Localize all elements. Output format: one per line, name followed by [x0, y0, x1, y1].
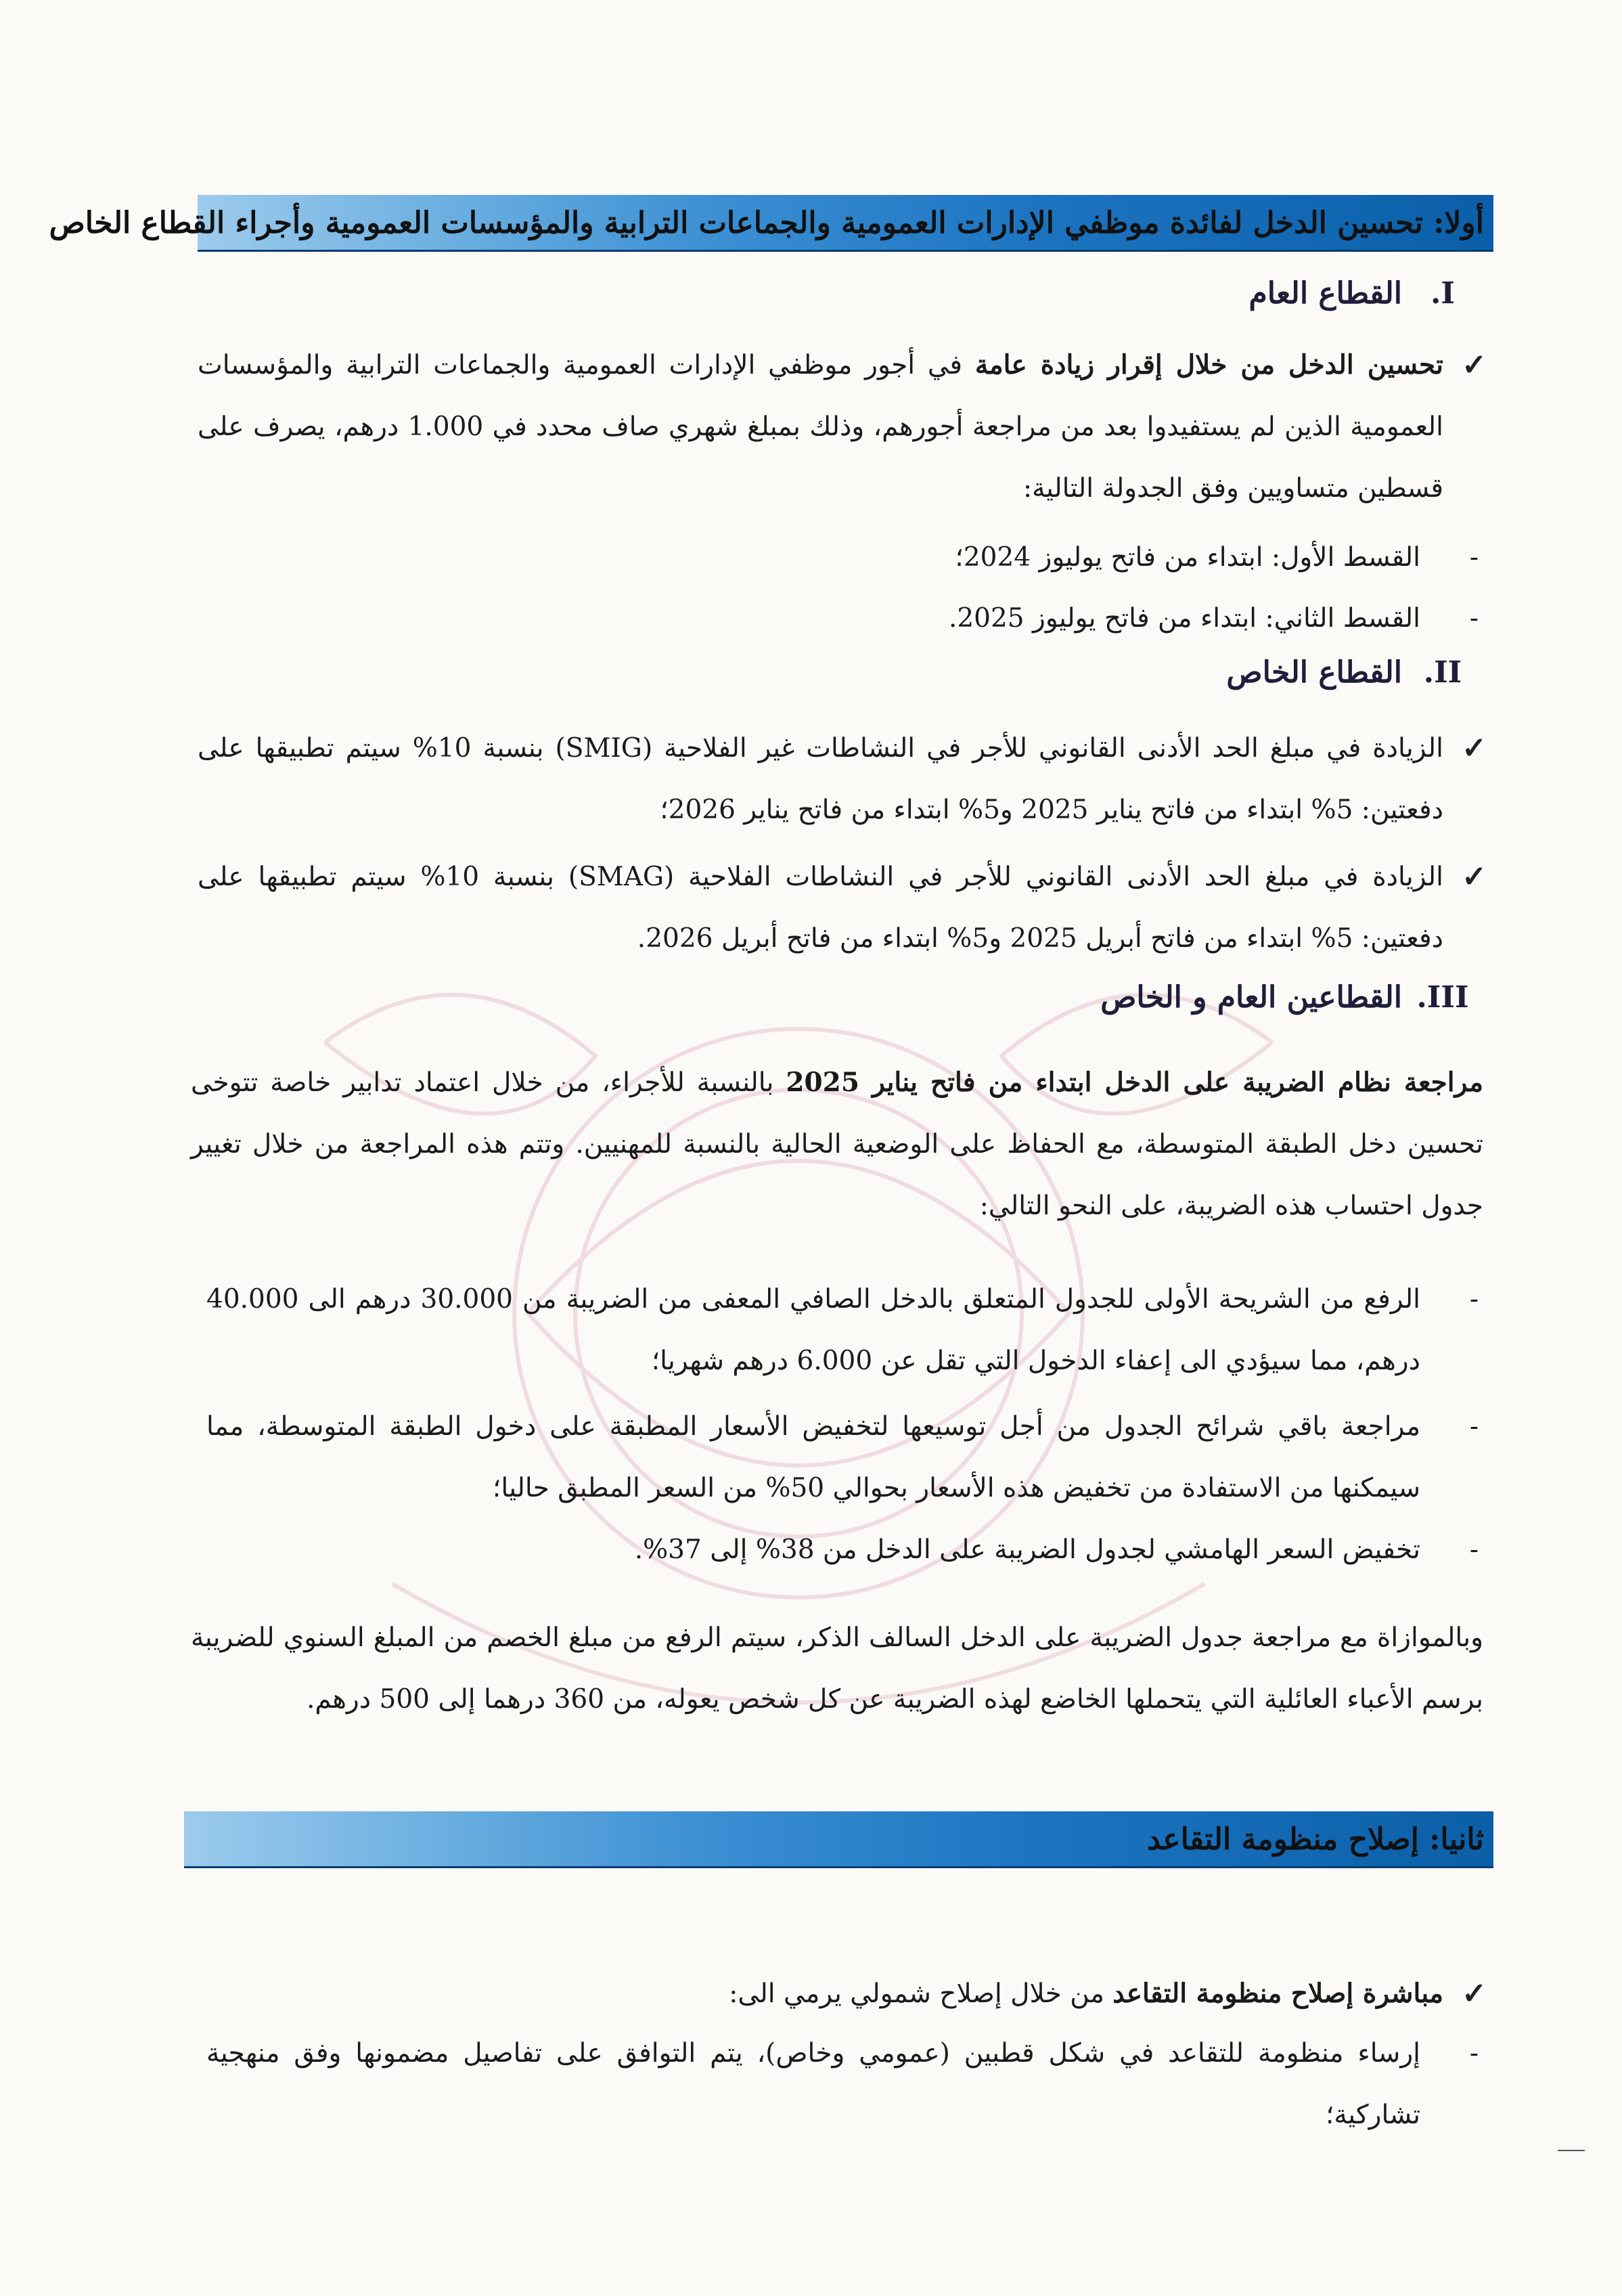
section-title: ثانيا: إصلاح منظومة التقاعد: [1147, 1822, 1484, 1857]
subsection-title: القطاع الخاص: [1226, 655, 1402, 690]
item-text: في أجور موظفي الإدارات العمومية والجماعات الترابية والمؤسسات العمومية الذين لم يستفيدوا بعد من مراجعة أجورهم، وذلك بمبلغ شهري صاف محدد في 1.000 درهم، يصرف على قسطين متساويين وفق الجدولة التالية:: [198, 350, 1443, 504]
item-text: الزيادة في مبلغ الحد الأدنى القانوني للأجر في النشاطات الفلاحية (SMAG) بنسبة 10% سيتم تطبيقها على دفعتين: 5% ابتداء من فاتح أبريل 2025 و5% ابتداء من فاتح أبريل 2026.: [198, 862, 1444, 954]
subsection-heading-public: [1249, 276, 1483, 311]
measure-text: مراجعة باقي شرائح الجدول من أجل توسيعها لتخفيض الأسعار المطبقة على دخول الطبقة المتوسطة، مما سيمكنها من الاستفادة من تخفيض هذه الأسعار بحوالي 50% من السعر المطبق حاليا؛: [206, 1411, 1420, 1503]
dash-marker: -: [1469, 2038, 1479, 2069]
margin-mark: [1558, 2150, 1585, 2151]
check-icon: ✓: [1462, 860, 1487, 894]
tax-measure-item: [206, 1396, 1479, 1519]
subsection-title: القطاعين العام و الخاص: [1100, 980, 1402, 1015]
installment-item: [206, 527, 1479, 588]
subsection-number: I.: [1430, 276, 1455, 311]
detail-text: إرساء منظومة للتقاعد في شكل قطبين (عمومي وخاص)، يتم التوافق على تفاصيل مضمونها وفق منهجية تشاركية؛: [206, 2038, 1420, 2130]
pension-reform-detail: [206, 2023, 1479, 2146]
measure-text: تخفيض السعر الهامشي لجدول الضريبة على الدخل من 38% إلى 37%.: [634, 1535, 1420, 1565]
tax-measure-item: [206, 1268, 1479, 1392]
installment-text: القسط الثاني: ابتداء من فاتح يوليوز 2025.: [948, 603, 1420, 634]
family-deduction-paragraph: وبالموازاة مع مراجعة جدول الضريبة على الدخل السالف الذكر، سيتم الرفع من مبلغ الخصم من المبلغ السنوي للضريبة برسم الأعباء العائلية التي يتحملها الخاضع لهذه الضريبة عن كل شخص يعوله، من 360 درهما إلى 500 درهم.: [191, 1622, 1484, 1715]
dash-marker: -: [1469, 1411, 1479, 1442]
installment-item: [206, 588, 1479, 649]
item-text: الزيادة في مبلغ الحد الأدنى القانوني للأجر في النشاطات غير الفلاحية (SMIG) بنسبة 10% سيتم تطبيقها على دفعتين: 5% ابتداء من فاتح يناير 2025 و5% ابتداء من فاتح يناير 2026؛: [198, 733, 1443, 825]
bold-lead: مباشرة إصلاح منظومة التقاعد: [1112, 1978, 1443, 2009]
subsection-number: III.: [1416, 980, 1469, 1015]
dash-marker: -: [1469, 1535, 1479, 1565]
bold-lead: تحسين الدخل من خلال إقرار زيادة عامة: [974, 349, 1443, 380]
subsection-heading-both: [1100, 980, 1483, 1015]
pension-reform-item: [198, 1963, 1487, 2025]
intro-text: بالنسبة للأجراء، من خلال اعتماد تدابير خاصة تتوخى تحسين دخل الطبقة المتوسطة، مع الحفاظ على الوضعية الحالية بالنسبة للمهنيين. وتتم هذه المراجعة من خلال تغيير جدول احتساب هذه الضريبة، على النحو التالي:: [191, 1067, 1483, 1221]
smag-increase-item: [198, 846, 1487, 969]
section-title-bar: [184, 1811, 1493, 1868]
section-title-bar: [49, 195, 1493, 252]
public-salary-increase-item: [198, 334, 1487, 519]
tax-measure-item: [206, 1519, 1479, 1581]
income-tax-intro: [191, 1052, 1483, 1237]
check-icon: ✓: [1462, 1977, 1487, 2011]
installment-text: القسط الأول: ابتداء من فاتح يوليوز 2024؛: [955, 542, 1420, 573]
subsection-number: II.: [1423, 655, 1462, 690]
check-icon: ✓: [1462, 348, 1487, 382]
dash-marker: -: [1469, 542, 1479, 573]
measure-text: الرفع من الشريحة الأولى للجدول المتعلق بالدخل الصافي المعفى من الضريبة من 30.000 درهم الى 40.000 درهم، مما سيؤدي الى إعفاء الدخول التي تقل عن 6.000 درهم شهريا؛: [206, 1284, 1420, 1376]
check-icon: ✓: [1462, 731, 1487, 766]
dash-marker: -: [1469, 1284, 1479, 1315]
subsection-heading-private: [1226, 655, 1483, 690]
smig-increase-item: [198, 718, 1487, 841]
section-title: أولا: تحسين الدخل لفائدة موظفي الإدارات العمومية والجماعات الترابية والمؤسسات العمومية وأجراء القطاع الخاص: [49, 206, 1484, 240]
dash-marker: -: [1469, 603, 1479, 634]
subsection-title: القطاع العام: [1248, 276, 1402, 311]
bold-lead: مراجعة نظام الضريبة على الدخل ابتداء من فاتح يناير 2025: [786, 1067, 1483, 1098]
item-text: من خلال إصلاح شمولي يرمي الى:: [729, 1979, 1104, 2009]
